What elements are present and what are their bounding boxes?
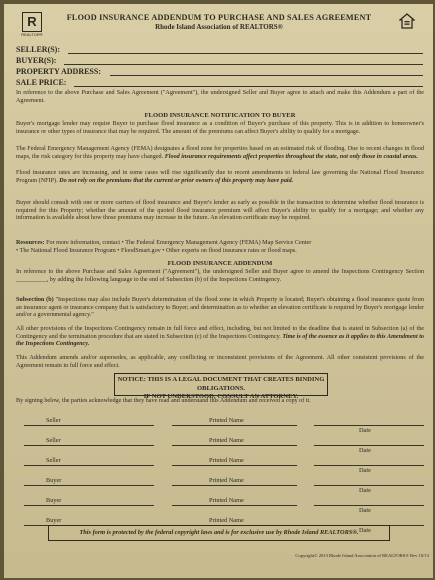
printed-name-line-4[interactable] — [172, 485, 297, 486]
printed-name-label-2: Printed Name — [209, 437, 244, 444]
sale-price-input-line[interactable] — [74, 86, 423, 87]
sale-price-label: SALE PRICE: — [16, 78, 67, 87]
intro-paragraph: In reference to the above Purchase and Sales Agreement ("Agreement"), the undersigned Seller and Buyer agree to attach and make this Addendum a part of the Agreement. — [16, 90, 424, 104]
notification-paragraph-4: Buyer should consult with one or more carriers of flood insurance and Buyer's lender as early as possible in the transaction to determine whether flood insurance is required for this Property; whether the amount of the quoted flood insurance premium will affect Buyer's ability to qualify for a mortgage; and whether any information is available about how those premiums may increase in the future. An elevation certificate may be required. — [16, 200, 424, 222]
date-line-4[interactable] — [314, 485, 424, 486]
form-subtitle: Rhode Island Association of REALTORS® — [155, 23, 283, 31]
signature-line-1[interactable] — [24, 425, 154, 426]
printed-name-label-4: Printed Name — [209, 477, 244, 484]
seller-input-line[interactable] — [68, 53, 423, 54]
buyer-label: BUYER(S): — [16, 56, 57, 65]
date-line-3[interactable] — [314, 465, 424, 466]
copyright-line: Copyright© 2013 Rhode Island Association of REALTORS® Rev 10/13 — [295, 553, 429, 558]
printed-name-label-6: Printed Name — [209, 517, 244, 524]
notification-heading: FLOOD INSURANCE NOTIFICATION TO BUYER — [144, 112, 296, 119]
signature-label-5: Buyer — [46, 497, 62, 504]
acknowledgement-text: By signing below, the parties acknowledge that they have read and understand this Addendum and received a copy of it. — [16, 398, 311, 404]
date-line-1[interactable] — [314, 425, 424, 426]
realtor-logo: R — [22, 12, 42, 32]
date-label-2: Date — [359, 447, 371, 454]
document-page — [4, 4, 433, 578]
date-label-3: Date — [359, 467, 371, 474]
date-label-6: Date — [359, 527, 371, 534]
addendum-paragraph-2 — [16, 297, 424, 320]
signature-label-3: Seller — [46, 457, 61, 464]
property-address-label: PROPERTY ADDRESS: — [16, 67, 101, 76]
premiums-emphasis: Do not rely on the premiums that the current or prior owners of this property may have paid. — [59, 177, 294, 184]
notification-paragraph-1: Buyer's mortgage lender may require Buyer to purchase flood insurance as a condition of Buyer's purchase of this property. This is in addition to homeowner's insurance or other types of insurance that may be required. The amount of the premiums can affect Buyer's ability to qualify for a mortgage. — [16, 121, 424, 135]
subsection-b-label: Subsection (b) — [16, 297, 54, 303]
signature-label-4: Buyer — [46, 477, 62, 484]
rates-text: Flood insurance rates are increasing, and in some cases will rise significantly due to recent amendments to federal law governing the National Flood Insurance Program (NFIP). — [16, 170, 424, 184]
printed-name-line-5[interactable] — [172, 505, 297, 506]
signature-line-2[interactable] — [24, 445, 154, 446]
property-address-input-line[interactable] — [110, 75, 423, 76]
seller-label: SELLER(S): — [16, 45, 61, 54]
buyer-input-line[interactable] — [64, 64, 423, 65]
signature-line-3[interactable] — [24, 465, 154, 466]
signature-line-5[interactable] — [24, 505, 154, 506]
date-line-2[interactable] — [314, 445, 424, 446]
resources-label: Resources: — [16, 240, 45, 246]
copyright-notice-box — [48, 525, 390, 541]
realtor-logo-caption: REALTOR® — [21, 32, 43, 37]
signature-label-2: Seller — [46, 437, 61, 444]
subsection-b-text: "Inspections may also include Buyer's determination of the flood zone in which Property is located; Buyer's obtaining a flood insurance quote from an insurance agent or insurance company that is satisfactory to Buyer; and determination as to whether an elevation certificate is required by Buyer's mortgage lender and/or a governmental agency." — [16, 297, 424, 319]
printed-name-label-5: Printed Name — [209, 497, 244, 504]
addendum-paragraph-4: This Addendum amends and/or supersedes, as applicable, any conflicting or inconsistent provisions of the Agreement. All other consistent provisions of the Agreement remain in full force and effect. — [16, 355, 424, 369]
date-line-5[interactable] — [314, 505, 424, 506]
printed-name-line-3[interactable] — [172, 465, 297, 466]
provisions-text: All other provisions of the Inspections Contingency remain in full force and effect, including, but not limited to the deadline that is stated in Subsection (a) of the Contingency and the termination procedure that are stated in Subsection (c) of the Inspections Contingency. — [16, 326, 424, 340]
equal-housing-icon — [399, 13, 415, 29]
copyright-notice: This form is protected by the federal copyright laws and is for exclusive use by Rhode Island REALTORS®. — [79, 529, 359, 536]
addendum-paragraph-3 — [16, 326, 424, 349]
signature-label-1: Seller — [46, 417, 61, 424]
printed-name-line-1[interactable] — [172, 425, 297, 426]
notification-paragraph-2 — [16, 146, 424, 161]
resources-line-2: • The National Flood Insurance Program • FloodSmart.gov • Other experts on flood insurance rates or flood maps. — [16, 247, 297, 254]
date-label-1: Date — [359, 427, 371, 434]
time-essence-emphasis: Time is of the essence as it applies to this Amendment to the Inspections Contingency. — [16, 333, 424, 348]
addendum-paragraph-1: In reference to the above Purchase and Sales Agreement ("Agreement"), the undersigned Seller and Buyer agree to amend the Inspections Contingency Section __________, by adding the following language to the end of Subsection (b) of the Inspections Contingency. — [16, 269, 424, 283]
printed-name-label-3: Printed Name — [209, 457, 244, 464]
resources-paragraph — [16, 240, 424, 255]
notice-line-2: IF NOT UNDERSTOOD, CONSULT AN ATTORNEY. — [143, 393, 299, 400]
date-label-5: Date — [359, 507, 371, 514]
printed-name-line-2[interactable] — [172, 445, 297, 446]
notice-line-1: NOTICE: THIS IS A LEGAL DOCUMENT THAT CREATES BINDING OBLIGATIONS. — [117, 376, 325, 392]
addendum-heading: FLOOD INSURANCE ADDENDUM — [167, 260, 273, 267]
form-title: FLOOD INSURANCE ADDENDUM TO PURCHASE AND SALES AGREEMENT — [66, 13, 372, 22]
date-label-4: Date — [359, 487, 371, 494]
signature-line-4[interactable] — [24, 485, 154, 486]
flood-requirement-emphasis: Flood insurance requirements affect properties throughout the state, not only those in coastal areas. — [164, 153, 418, 160]
signature-label-6: Buyer — [46, 517, 62, 524]
resources-text: For more information, contact • The Federal Emergency Management Agency (FEMA) Map Service Center — [44, 240, 312, 246]
printed-name-label-1: Printed Name — [209, 417, 244, 424]
fema-text: The Federal Emergency Management Agency (FEMA) designates a flood zone for properties based on an estimated risk of flooding. Due to recent changes in flood maps, the risk category for this property may have changed. — [16, 146, 424, 160]
notification-paragraph-3 — [16, 170, 424, 185]
legal-notice-box — [114, 373, 328, 400]
